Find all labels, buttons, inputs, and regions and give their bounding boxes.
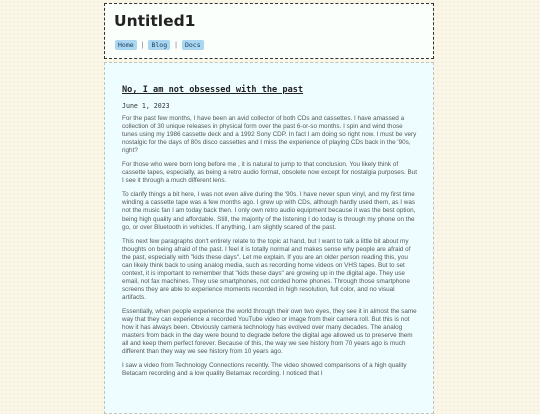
post-paragraph: Essentially, when people experience the world through their own two eyes, they see it in almost the same way that they can experience a recorded YouTube video or image from their camera roll. But this is not how it has always been. Obviously camera technology has evolved over many decades. The analog masters from back in the day were bound to degrade before the digital age allowed us to preserve them all and keep them perfect forever. Because of this, the way we see history from 70 years ago is much different than they way we see history from 10 years ago. xyxy=(122,307,417,356)
nav-separator: | xyxy=(141,41,144,49)
post-paragraph: This next few paragraphs don't entirely relate to the topic at hand, but I want to talk a little bit about my thoughts on being afraid of the past. I feel it is totally normal and makes sense why people are afraid of the past, especially with "kids these days". Let me explain. If you are an older person reading this, you can likely think back to using analog media, such as recording home videos on VHS tapes. But to set context, it is important to remember that "kids these days" are growing up in the digital age. They use email, not fax machines. They use smartphones, not corded home phones. Through those smartphone screens they are able to experience moments recorded in high resolution, full color, and no visual artifacts. xyxy=(122,237,411,301)
nav-link-home[interactable]: Home xyxy=(115,40,137,50)
post-container[interactable] xyxy=(104,62,434,414)
nav-link-docs[interactable]: Docs xyxy=(182,40,204,50)
post-paragraph: I saw a video from Technology Connections recently. The video showed comparisons of a high quality Betacam recording and a low quality Betamax recording. I noticed that I xyxy=(122,362,407,378)
post-body xyxy=(122,115,418,384)
main-nav xyxy=(115,40,204,50)
nav-separator: | xyxy=(175,41,177,49)
post-date: June 1, 2023 xyxy=(122,102,170,110)
post-paragraph: For the past few months, I have been an avid collector of both CDs and cassettes. I have amassed a collection of 30 unique releases in physical form over the past 6-or-so months. I spin and wind those tunes using my 1986 cassette deck and a 1992 Sony CDP. In fact I am doing so right now. I must be very nostalgic for the days of 80s disco cassettes and I miss the experience of playing CDs back in the '90s, right? xyxy=(122,115,417,155)
site-header xyxy=(104,3,434,59)
post-title: No, I am not obsessed with the past xyxy=(122,85,304,95)
site-title[interactable]: Untitled1 xyxy=(114,12,196,30)
post-paragraph: For those who were born long before me , it is natural to jump to that conclusion. You likely think of cassette tapes, especially, as being a retro audio format, obsolete now except for nostalgia purposes. But I see it through a much different lens. xyxy=(122,161,418,185)
nav-link-blog[interactable]: Blog xyxy=(148,40,170,50)
post-paragraph: To clarify things a bit here, I was not even alive during the '90s. I have never spun vinyl, and my first time winding a cassette tape was a few months ago. I grew up with CDs, although hardly used them, as I was not the music fan I am today back then. I only own retro audio equipment because it was the best option, being high quality and affordable. Still, the majority of the listening I do today is through my phone on the go, or over Bluetooth in vehicles. If anything, I am slightly scared of the past. xyxy=(122,191,416,231)
